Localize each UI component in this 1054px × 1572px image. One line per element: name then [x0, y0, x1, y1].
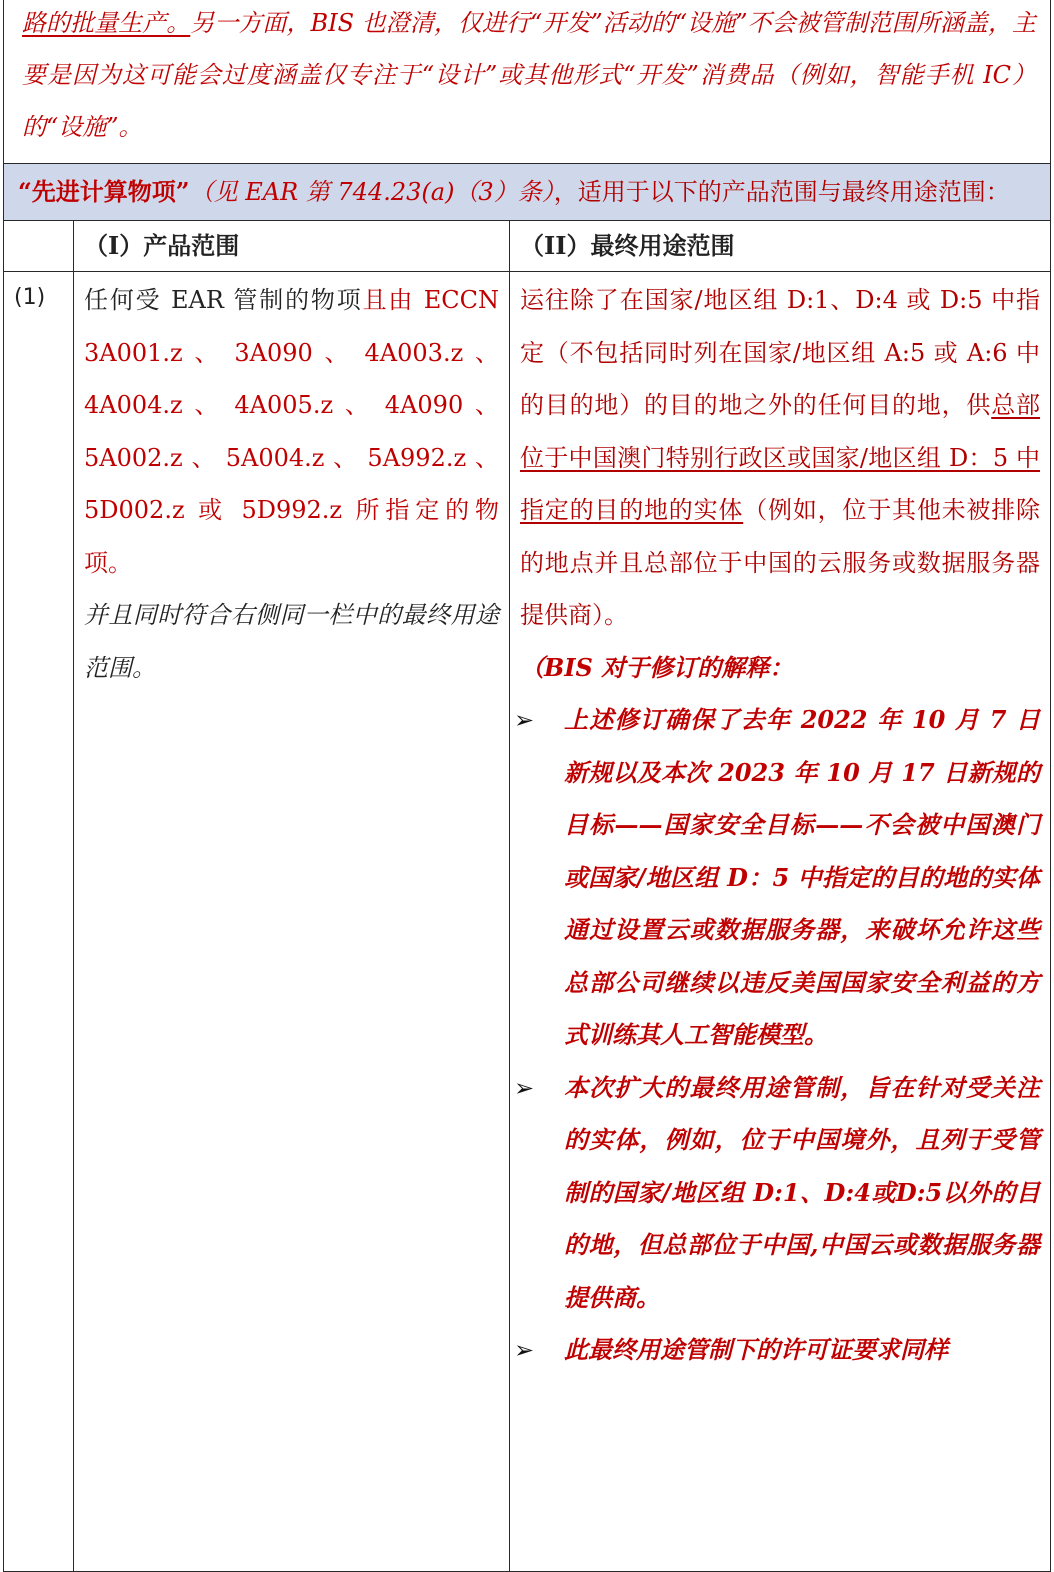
product-scope-cell	[74, 272, 510, 1572]
row-number-cell	[4, 272, 74, 1572]
bis-note-bullet-1	[510, 694, 1050, 1062]
product-scope-header: （I）产品范围	[84, 231, 240, 260]
bullet-text: 此最终用途管制下的许可证要求同样	[564, 1335, 948, 1364]
end-use-control-table	[3, 0, 1051, 1572]
section-header-cell	[4, 164, 1051, 221]
bullet-text: 上述修订确保了去年 2022 年 10 月 7 日新规以及本次 2023 年 10 月 17 日新规的目标——国家安全目标——不会被中国澳门或国家/地区组 D：5 中指定的目的地的实体通过设置云或数据服务器，来破坏允许这些总部公司继续以违反美国国家安全利益的方式训练其人工智能模型。	[564, 705, 1041, 1049]
table-row	[4, 272, 1051, 1572]
enduse-scope-header: （II）最终用途范围	[520, 231, 735, 260]
product-scope-text	[74, 272, 509, 589]
enduse-text-part3: （例如，位于其他未被排除的地点并且总部位于中国的云服务或数据服务器提供商）。	[520, 496, 1041, 629]
empty-header-cell	[4, 221, 74, 272]
arrow-bullet-icon: ➢	[514, 1073, 535, 1102]
product-scope-header-cell	[74, 221, 510, 272]
section-header-row	[4, 164, 1051, 221]
arrow-bullet-icon: ➢	[514, 1336, 535, 1364]
header-bold-text: “先进计算物项”	[18, 177, 190, 206]
bis-note-title: （BIS 对于修订的解释：	[520, 652, 794, 682]
column-header-row	[4, 221, 1051, 272]
intro-paragraph	[4, 0, 1050, 163]
enduse-scope-header-cell	[510, 221, 1051, 272]
enduse-scope-cell	[510, 272, 1051, 1572]
product-scope-note: 并且同时符合右侧同一栏中的最终用途范围。	[84, 601, 499, 682]
bis-note-bullet-3	[510, 1324, 1050, 1377]
bullet-text: 本次扩大的最终用途管制，旨在针对受关注的实体，例如，位于中国境外，且列于受管制的国家/地区组 D:1、D:4或D:5以外的目的地，但总部位于中国,中国云或数据服务器提供商。	[564, 1072, 1041, 1312]
header-italic-text: （见 EAR 第 744.23(a)（3）条）	[189, 178, 554, 206]
intro-text: 另一方面，BIS 也澄清，仅进行“开发”活动的“设施”不会被管制范围所涵盖，主要是因为这可能会过度涵盖仅专注于“设计”或其他形式“开发”消费品（例如，智能手机 IC）的“设施”。	[22, 9, 1037, 141]
bis-note-bullet-2	[510, 1062, 1050, 1325]
row-number: (1)	[14, 285, 46, 310]
enduse-text-part1: 运往除了在国家/地区组 D:1、D:4 或 D:5 中指定（不包括同时列在国家/地区组 A:5 或 A:6 中的目的地）的目的地之外的任何目的地，供	[520, 286, 1041, 419]
section-header-text	[4, 164, 1050, 220]
intro-cell	[4, 0, 1051, 164]
header-rest-text: ，适用于以下的产品范围与最终用途范围：	[553, 178, 1010, 206]
enduse-text-underlined: 总部位于中国澳门特别行政区或国家/地区组 D：5 中指定的目的地的实体	[520, 391, 1041, 524]
product-scope-black-text: 任何受 EAR 管制的物项	[84, 286, 363, 314]
arrow-bullet-icon: ➢	[514, 706, 535, 734]
enduse-scope-text	[510, 272, 1050, 642]
intro-row	[4, 0, 1051, 164]
product-scope-eccn-list: 且由 ECCN 3A001.z 、 3A090 、 4A003.z 、 4A004.z 、 4A005.z 、 4A090 、 5A002.z 、 5A004.z 、 5A992.z 、 5D002.z 或 5D992.z 所指定的物项。	[84, 286, 499, 577]
intro-underlined-text: 路的批量生产。	[22, 9, 191, 37]
